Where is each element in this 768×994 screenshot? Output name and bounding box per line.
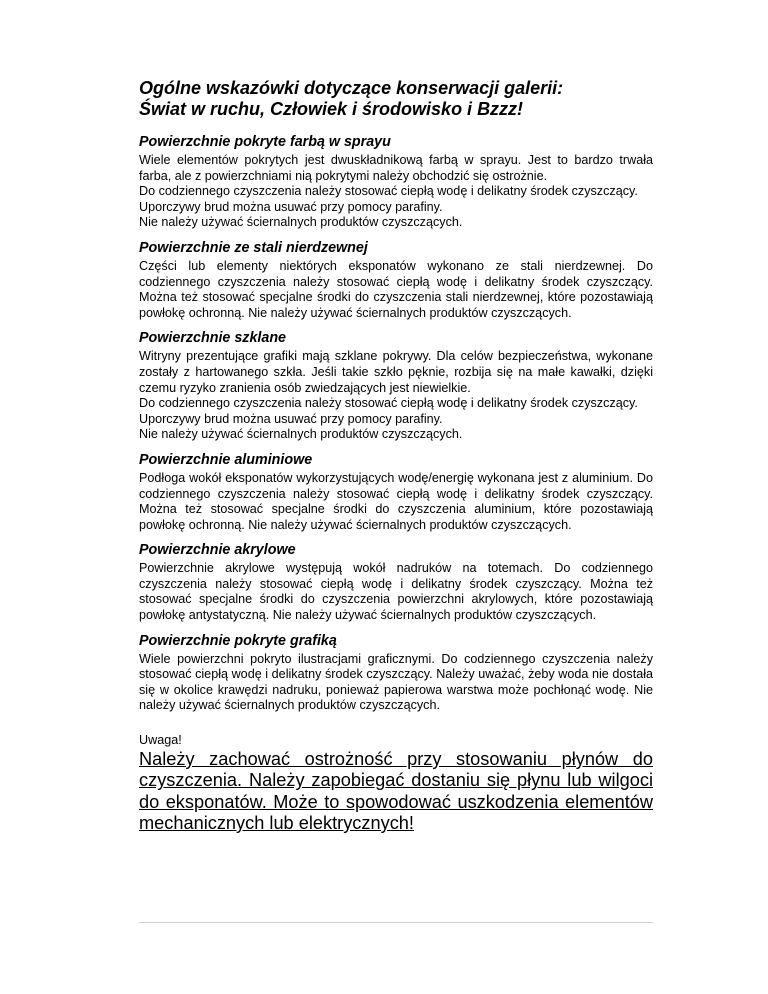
section-paragraph: Powierzchnie akrylowe występują wokół nadruków na totemach. Do codziennego czyszczenia należy stosować ciepłą wodę i delikatny środek czyszczący. Można też stosować specjalne środki do czyszczenia powierzchni akrylowych, które pozostawiają powłokę antystatyczną. Nie należy używać ściernalnych produktów czyszczących. [139, 561, 653, 623]
section-paragraph: Uporczywy brud można usuwać przy pomocy parafiny. [139, 199, 443, 214]
section-spray-paint [139, 133, 653, 231]
section-paragraph: Do codziennego czyszczenia należy stosować ciepłą wodę i delikatny środek czyszczący. [139, 184, 638, 199]
section-heading: Powierzchnie ze stali nierdzewnej [139, 239, 368, 256]
section-paragraph: Uporczywy brud można usuwać przy pomocy parafiny. [139, 411, 443, 426]
warning-label: Uwaga! [139, 733, 182, 748]
document-page [139, 78, 653, 834]
section-paragraph: Nie należy używać ściernalnych produktów czyszczących. [139, 427, 463, 442]
section-graphics [139, 632, 653, 714]
section-heading: Powierzchnie aluminiowe [139, 451, 313, 468]
section-heading: Powierzchnie szklane [139, 330, 286, 347]
page-divider [139, 922, 653, 923]
warning-text: Należy zachować ostrożność przy stosowaniu płynów do czyszczenia. Należy zapobiegać dostaniu się płynu lub wilgoci do eksponatów. Może to spowodować uszkodzenia elementów mechanicznych lub elektrycznych! [139, 749, 653, 833]
section-heading: Powierzchnie akrylowe [139, 542, 296, 559]
section-paragraph: Do codziennego czyszczenia należy stosować ciepłą wodę i delikatny środek czyszczący. [139, 396, 638, 411]
document-title-line-1: Ogólne wskazówki dotyczące konserwacji galerii: [139, 78, 564, 98]
document-title [139, 78, 653, 120]
section-paragraph: Nie należy używać ściernalnych produktów czyszczących. [139, 215, 463, 230]
section-paragraph: Części lub elementy niektórych eksponatów wykonano ze stali nierdzewnej. Do codziennego czyszczenia należy stosować ciepłą wodę i delikatny środek czyszczący. Można też stosować specjalne środki do czyszczenia stali nierdzewnej, które pozostawiają powłokę ochronną. Nie należy używać ściernalnych produktów czyszczących. [139, 258, 653, 320]
section-acrylic [139, 541, 653, 623]
section-paragraph: Podłoga wokół eksponatów wykorzystujących wodę/energię wykonana jest z aluminium. Do codziennego czyszczenia należy stosować ciepłą wodę i delikatny środek czyszczący. Można też stosować specjalne środki do czyszczenia aluminium, które pozostawiają powłokę ochronną. Nie należy używać ściernalnych produktów czyszczących. [139, 470, 653, 532]
section-paragraph: Wiele elementów pokrytych jest dwuskładnikową farbą w sprayu. Jest to bardzo trwała farba, ale z powierzchniami nią pokrytymi należy obchodzić się ostrożnie. [139, 153, 653, 183]
section-stainless-steel [139, 239, 653, 321]
section-glass [139, 329, 653, 443]
section-aluminium [139, 451, 653, 533]
section-paragraph: Witryny prezentujące grafiki mają szklane pokrywy. Dla celów bezpieczeństwa, wykonane zostały z hartowanego szkła. Jeśli takie szkło pęknie, rozbija się na małe kawałki, dzięki czemu ryzyko zranienia osób zwiedzających jest niewielkie. [139, 349, 653, 395]
section-paragraph: Wiele powierzchni pokryto ilustracjami graficznymi. Do codziennego czyszczenia należy stosować ciepłą wodę i delikatny środek czyszczący. Należy uważać, żeby woda nie dostała się w okolice krawędzi nadruku, ponieważ papierowa warstwa może pochłonąć wodę. Nie należy używać ściernalnych produktów czyszczących. [139, 651, 653, 713]
section-heading: Powierzchnie pokryte grafiką [139, 632, 337, 649]
section-heading: Powierzchnie pokryte farbą w sprayu [139, 134, 391, 150]
document-title-line-2: Świat w ruchu, Człowiek i środowisko i Bzzz! [139, 99, 524, 119]
